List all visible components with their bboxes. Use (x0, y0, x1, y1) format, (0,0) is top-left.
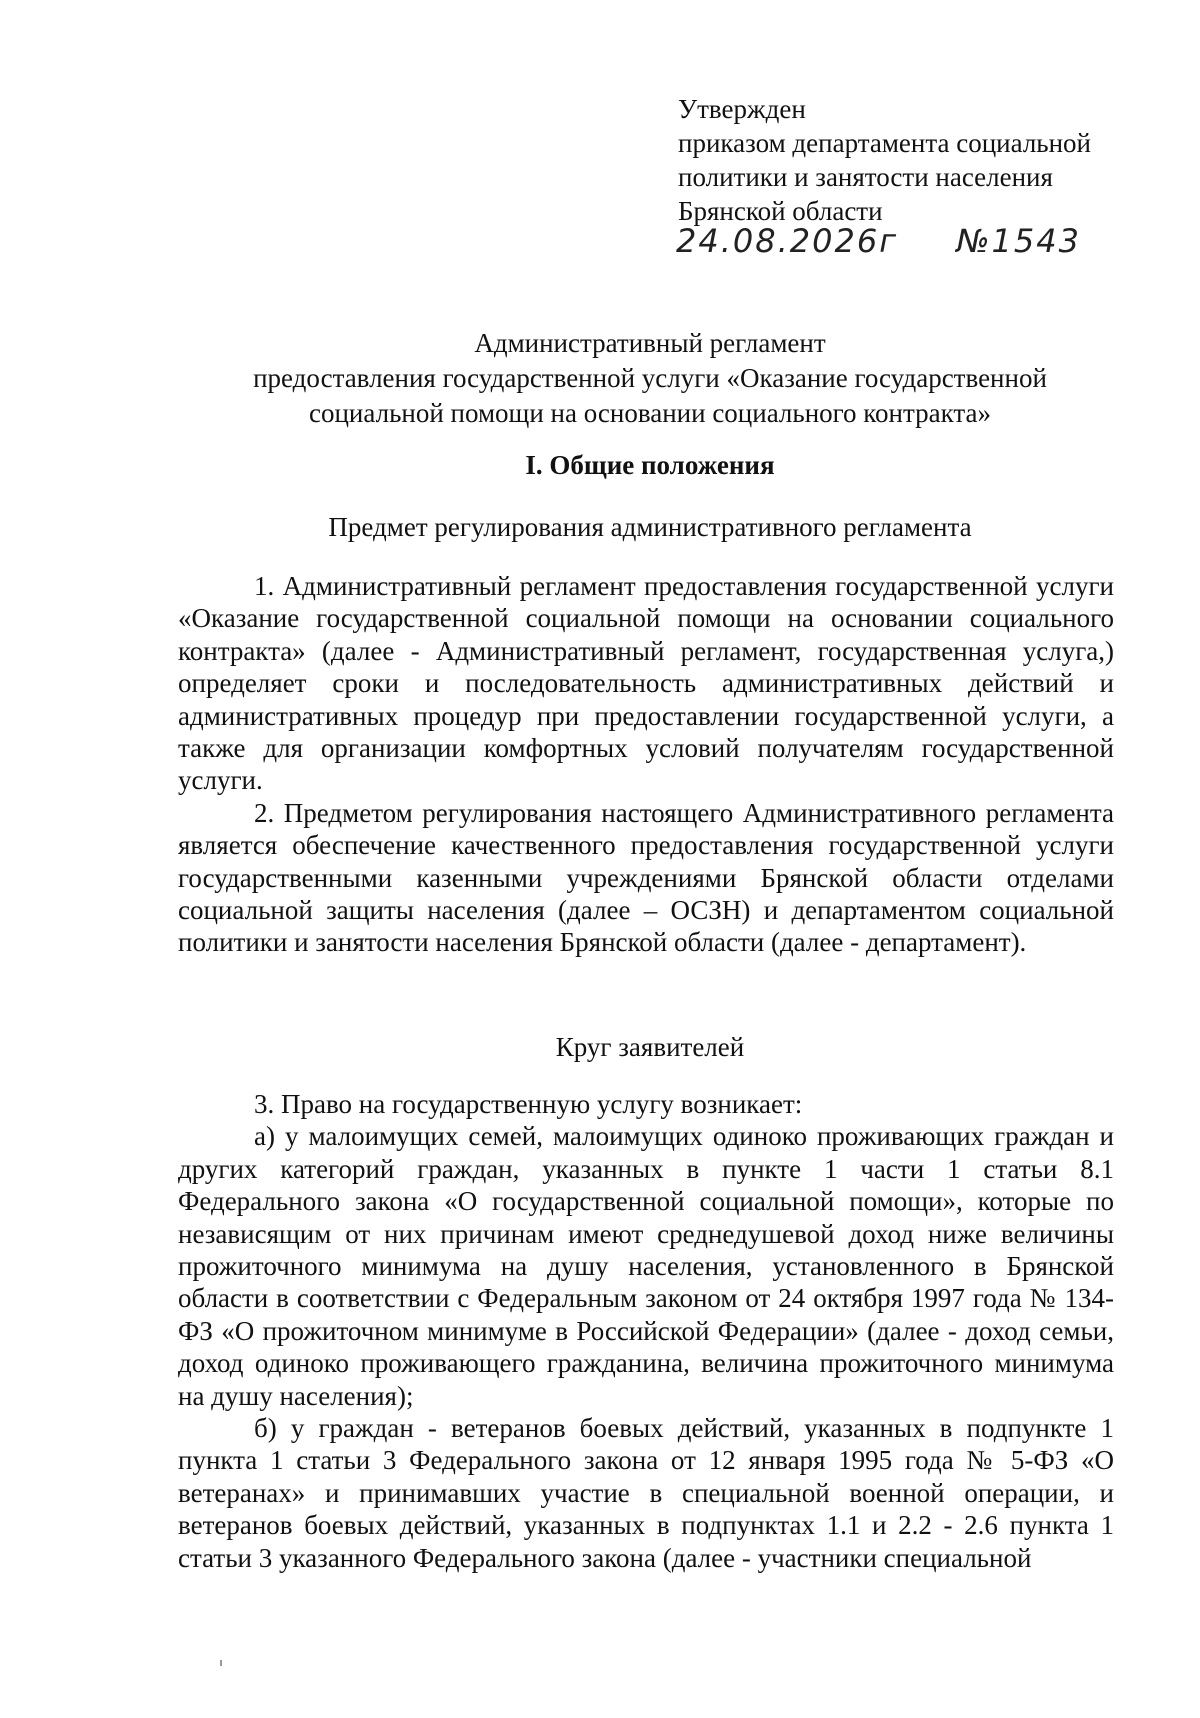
subheading-subject: Предмет регулирования административного регламента (328, 512, 972, 542)
section1-body (178, 570, 1114, 959)
paragraph-3a: а) у малоимущих семей, малоимущих одиноко проживающих граждан и других категорий граждан, указанных в пункте 1 части 1 статьи 8.1 Федерального закона «О государственной социальной помощи», которые по независящим от них причинам имеют среднедушевой доход ниже величины прожиточного минимума на душу населения, установленного в Брянской области в соответствии с Федеральным законом от 24 октября 1997 года № 134-ФЗ «О прожиточном минимуме в Российской Федерации» (далее - доход семьи, доход одиноко проживающего гражданина, величина прожиточного минимума на душу населения); (178, 1121, 1114, 1411)
title-line-3: социальной помощи на основании социального контракта» (309, 398, 991, 428)
paragraph-3: 3. Право на государственную услугу возникает: (254, 1089, 803, 1119)
title-line-2: предоставления государственной услуги «Оказание государственной (253, 363, 1047, 393)
approval-block (678, 92, 1091, 228)
approval-line-2: приказом департамента социальной (678, 128, 1092, 158)
subheading-applicants: Круг заявителей (555, 1032, 745, 1062)
section2-body (178, 1088, 1114, 1574)
handwritten-date: 24.08.2026г (676, 222, 899, 260)
handwritten-date-number (676, 222, 1081, 260)
approval-line-4: Брянской области (678, 196, 883, 226)
section-heading-general: I. Общие положения (525, 450, 775, 480)
title-line-1: Административный регламент (474, 328, 826, 358)
approval-line-1: Утвержден (678, 94, 806, 124)
scan-speck (220, 1660, 222, 1666)
approval-line-3: политики и занятости населения (678, 162, 1053, 192)
handwritten-number: №1543 (956, 222, 1081, 260)
document-title (180, 326, 1120, 431)
paragraph-2: 2. Предметом регулирования настоящего Административного регламента является обеспечение качественного предоставления государственной услуги государственными казенными учреждениями Брянской области отделами социальной защиты населения (далее – ОСЗН) и департаментом социальной политики и занятости населения Брянской области (далее - департамент). (178, 797, 1114, 958)
paragraph-1: 1. Административный регламент предоставления государственной услуги «Оказание государственной социальной помощи на основании социального контракта» (далее - Административный регламент, государственная услуга,) определяет сроки и последовательность административных действий и административных процедур при предоставлении государственной услуги, а также для организации комфортных условий получателям государственной услуги. (178, 571, 1114, 796)
paragraph-3b: б) у граждан - ветеранов боевых действий, указанных в подпункте 1 пункта 1 статьи 3 Федерального закона от 12 января 1995 года № 5-ФЗ «О ветеранах» и принимавших участие в специальной военной операции, и ветеранов боевых действий, указанных в подпунктах 1.1 и 2.2 - 2.6 пункта 1 статьи 3 указанного Федерального закона (далее - участники специальной (178, 1413, 1114, 1573)
